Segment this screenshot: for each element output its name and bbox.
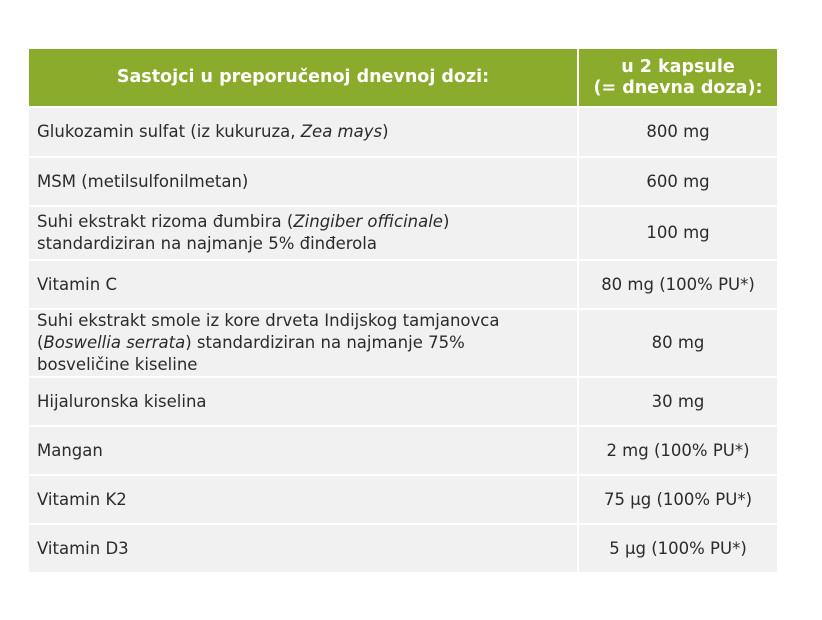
- nutrition-table: [29, 49, 777, 572]
- ingredient-line: bosveličine kiseline: [37, 355, 198, 374]
- header-ingredients-label: Sastojci u preporučenoj dnevnoj dozi:: [116, 67, 490, 87]
- ingredient-cell: [29, 310, 577, 376]
- header-dose-line2: (= dnevna doza):: [593, 77, 763, 98]
- ingredient-name: Mangan: [37, 440, 103, 460]
- ingredient-name: [37, 211, 449, 255]
- ingredient-line: [37, 332, 499, 354]
- table-row: [29, 378, 777, 425]
- ingredient-cell: [29, 525, 577, 572]
- amount-value: 2 mg (100% PU*): [606, 440, 750, 460]
- ingredient-name: Vitamin C: [37, 274, 117, 294]
- amount-value: 800 mg: [646, 122, 710, 141]
- amount-value: 80 mg: [651, 333, 705, 352]
- amount-cell: [579, 378, 777, 425]
- ingredient-line: standardiziran na najmanje 5% đinđerola: [37, 234, 377, 253]
- amount-cell: [579, 207, 777, 259]
- table-header: [29, 49, 777, 106]
- table-row: [29, 108, 777, 156]
- table-row: [29, 207, 777, 259]
- ingredient-latin: Boswellia serrata: [43, 333, 186, 352]
- amount-value: 75 µg (100% PU*): [603, 489, 753, 509]
- ingredient-name: Vitamin K2: [37, 489, 127, 509]
- ingredient-name: MSM (metilsulfonilmetan): [37, 171, 249, 191]
- amount-cell: [579, 427, 777, 474]
- ingredient-latin: Zingiber officinale: [293, 212, 443, 231]
- table-row: [29, 476, 777, 523]
- ingredient-cell: [29, 427, 577, 474]
- ingredient-text: ): [442, 212, 450, 231]
- ingredient-cell: [29, 207, 577, 259]
- amount-value: 100 mg: [646, 223, 710, 242]
- amount-value: 30 mg: [651, 391, 705, 411]
- amount-cell: [579, 158, 777, 205]
- ingredient-text: Suhi ekstrakt rizoma đumbira (: [37, 212, 294, 231]
- header-dose: [579, 49, 777, 106]
- table-row: [29, 261, 777, 308]
- ingredient-text: ) standardiziran na najmanje 75%: [185, 333, 465, 352]
- amount-cell: [579, 525, 777, 572]
- amount-cell: [579, 310, 777, 376]
- header-dose-line1: u 2 kapsule: [621, 56, 735, 77]
- ingredient-name: Hijaluronska kiselina: [37, 391, 207, 411]
- amount-value: 600 mg: [646, 171, 710, 191]
- amount-cell: [579, 476, 777, 523]
- ingredient-text: ): [382, 122, 389, 141]
- ingredient-cell: [29, 378, 577, 425]
- table-row: [29, 158, 777, 205]
- ingredient-cell: [29, 476, 577, 523]
- ingredient-name: [37, 121, 389, 143]
- ingredient-line: Suhi ekstrakt smole iz kore drveta Indijskog tamjanovca: [37, 311, 500, 330]
- amount-value: 80 mg (100% PU*): [601, 274, 755, 294]
- ingredient-text: Glukozamin sulfat (iz kukuruza,: [37, 122, 301, 141]
- header-ingredients: [29, 49, 577, 106]
- ingredient-latin: Zea mays: [300, 122, 383, 141]
- amount-cell: [579, 108, 777, 156]
- ingredient-cell: [29, 158, 577, 205]
- table-row: [29, 427, 777, 474]
- ingredient-name: Vitamin D3: [37, 538, 129, 558]
- amount-value: 5 µg (100% PU*): [609, 538, 747, 558]
- ingredient-line: [37, 211, 449, 233]
- ingredient-cell: [29, 108, 577, 156]
- ingredient-name: [37, 310, 499, 376]
- table-row: [29, 525, 777, 572]
- amount-cell: [579, 261, 777, 308]
- ingredient-cell: [29, 261, 577, 308]
- table-row: [29, 310, 777, 376]
- ingredient-text: (: [37, 333, 44, 352]
